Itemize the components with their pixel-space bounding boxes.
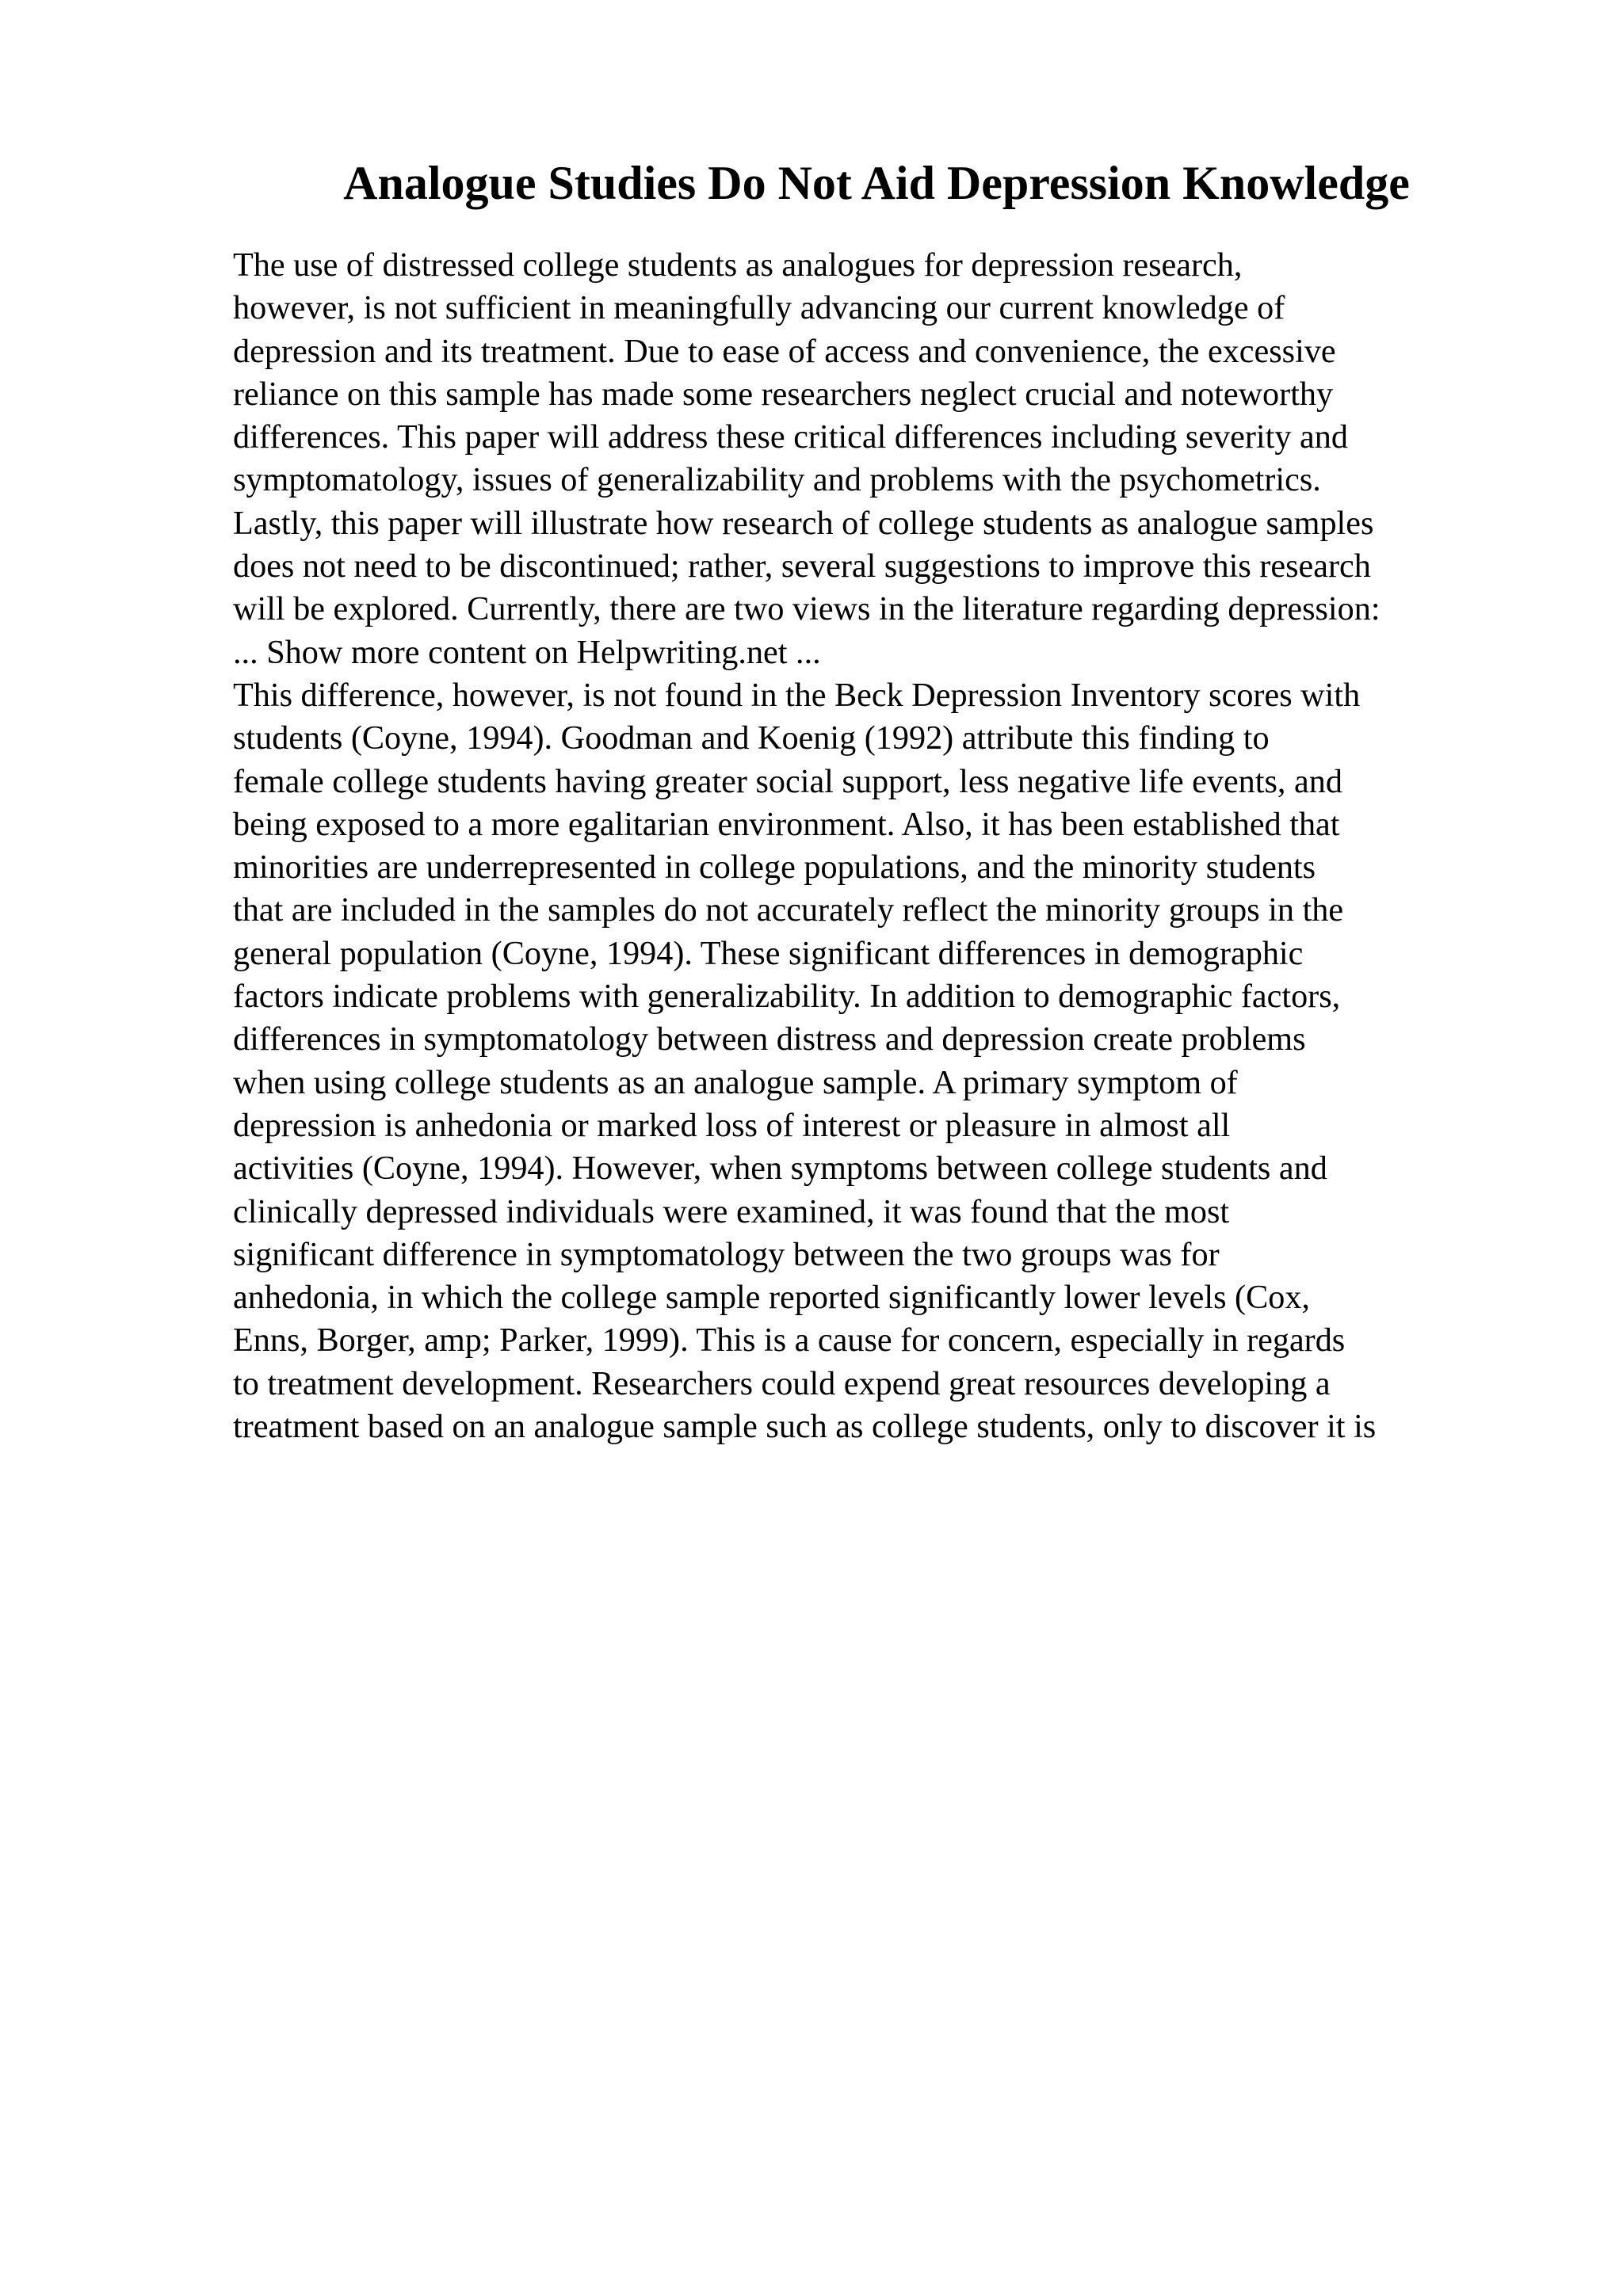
text-line: that are included in the samples do not accurately reflect the minority groups in the (233, 891, 1344, 929)
document-title: Analogue Studies Do Not Aid Depression Knowledge (343, 157, 1410, 209)
text-line: to treatment development. Researchers could expend great resources developing a (233, 1364, 1331, 1402)
text-line: however, is not sufficient in meaningfully advancing our current knowledge of (233, 289, 1285, 327)
text-line: differences. This paper will address these critical differences including severity and (233, 418, 1348, 456)
text-line: clinically depressed individuals were examined, it was found that the most (233, 1192, 1230, 1230)
text-line: The use of distressed college students as analogues for depression research, (233, 246, 1243, 284)
text-line: depression and its treatment. Due to ease of access and convenience, the excessive (233, 332, 1336, 370)
text-line: students (Coyne, 1994). Goodman and Koenig (1992) attribute this finding to (233, 719, 1270, 757)
text-line: factors indicate problems with generalizability. In addition to demographic factors, (233, 978, 1341, 1016)
text-line: anhedonia, in which the college sample reported significantly lower levels (Cox, (233, 1279, 1310, 1317)
text-line: Lastly, this paper will illustrate how research of college students as analogue samples (233, 504, 1374, 542)
text-line: differences in symptomatology between distress and depression create problems (233, 1020, 1306, 1058)
text-line: depression is anhedonia or marked loss of interest or pleasure in almost all (233, 1106, 1231, 1144)
text-line: being exposed to a more egalitarian environment. Also, it has been established that (233, 805, 1340, 843)
text-line: This difference, however, is not found in the Beck Depression Inventory scores with (233, 676, 1361, 714)
text-line: symptomatology, issues of generalizability and problems with the psychometrics. (233, 461, 1321, 499)
text-line: will be explored. Currently, there are two views in the literature regarding depression: (233, 590, 1381, 628)
text-line: general population (Coyne, 1994). These significant differences in demographic (233, 934, 1304, 972)
text-line: significant difference in symptomatology between the two groups was for (233, 1235, 1220, 1273)
text-line: Enns, Borger, amp; Parker, 1999). This is a cause for concern, especially in regards (233, 1322, 1346, 1360)
document-body (233, 244, 1381, 1448)
text-line: reliance on this sample has made some researchers neglect crucial and noteworthy (233, 375, 1334, 413)
text-line: female college students having greater social support, less negative life events, and (233, 762, 1342, 800)
text-line: does not need to be discontinued; rather, several suggestions to improve this research (233, 547, 1371, 585)
text-line: activities (Coyne, 1994). However, when symptoms between college students and (233, 1150, 1327, 1188)
text-line: ... Show more content on Helpwriting.net ... (233, 633, 821, 671)
text-line: when using college students as an analogue sample. A primary symptom of (233, 1063, 1238, 1101)
text-line: treatment based on an analogue sample such as college students, only to discover it is (233, 1408, 1377, 1446)
text-line: minorities are underrepresented in college populations, and the minority students (233, 849, 1316, 887)
